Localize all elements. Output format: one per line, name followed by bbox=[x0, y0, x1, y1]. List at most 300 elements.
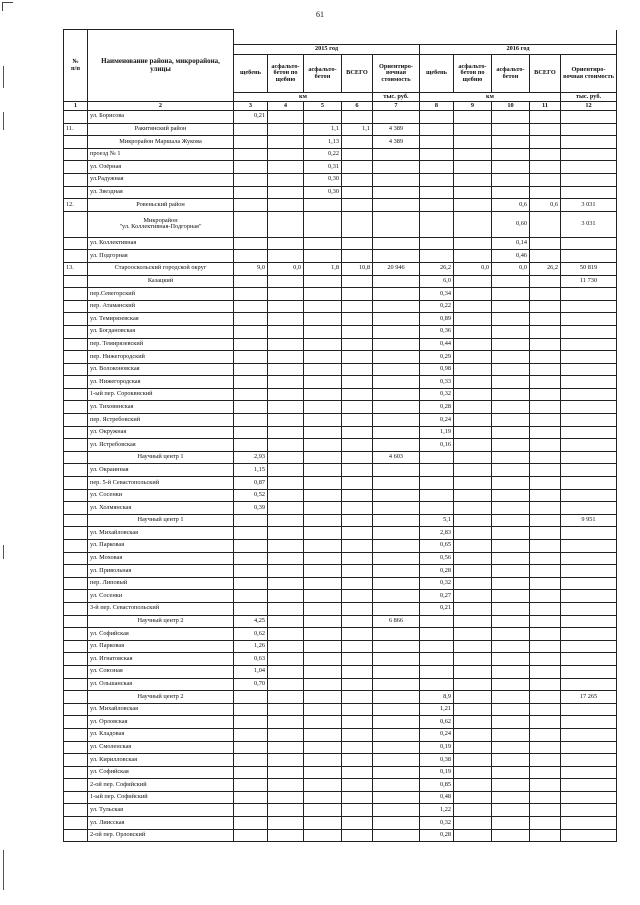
row-value bbox=[530, 741, 561, 754]
row-value bbox=[492, 741, 530, 754]
row-value bbox=[234, 804, 268, 817]
margin-tick bbox=[3, 850, 4, 890]
row-value bbox=[304, 665, 342, 678]
header-name: Наименование района, микрорайона, улицы bbox=[88, 30, 234, 102]
row-name: пер. Липовый bbox=[88, 577, 234, 590]
row-value: 20 946 bbox=[373, 262, 420, 275]
row-value bbox=[561, 325, 617, 338]
row-value bbox=[234, 791, 268, 804]
row-value: 0,30 bbox=[304, 186, 342, 199]
header-sub: асфальто-бетон bbox=[492, 55, 530, 93]
row-value: 17 265 bbox=[561, 691, 617, 704]
row-number bbox=[64, 173, 88, 186]
street-row bbox=[64, 439, 617, 452]
row-value bbox=[234, 388, 268, 401]
header-unit-km: км bbox=[234, 93, 373, 102]
row-value bbox=[342, 754, 373, 767]
row-value: 0,6 bbox=[530, 199, 561, 212]
row-name: Ракитянский район bbox=[88, 123, 234, 136]
row-value bbox=[342, 388, 373, 401]
row-value bbox=[373, 388, 420, 401]
row-value bbox=[373, 514, 420, 527]
row-value bbox=[373, 791, 420, 804]
row-value bbox=[268, 817, 304, 830]
row-value bbox=[420, 464, 454, 477]
row-value bbox=[454, 829, 492, 842]
row-value: 5,1 bbox=[420, 514, 454, 527]
row-value bbox=[304, 439, 342, 452]
row-value bbox=[530, 451, 561, 464]
row-value: 9,0 bbox=[234, 262, 268, 275]
row-value bbox=[561, 540, 617, 553]
row-value: 1,8 bbox=[304, 262, 342, 275]
row-value bbox=[373, 186, 420, 199]
row-value bbox=[342, 211, 373, 237]
row-value: 0,30 bbox=[304, 173, 342, 186]
row-value bbox=[373, 464, 420, 477]
row-value bbox=[454, 338, 492, 351]
row-value bbox=[304, 615, 342, 628]
row-name: Научный центр 1 bbox=[88, 514, 234, 527]
street-row bbox=[64, 250, 617, 263]
col-number: 2 bbox=[88, 102, 234, 111]
row-value bbox=[268, 691, 304, 704]
row-value bbox=[234, 703, 268, 716]
row-value bbox=[492, 477, 530, 490]
row-name: Научный центр 1 bbox=[88, 451, 234, 464]
row-value bbox=[342, 741, 373, 754]
row-value bbox=[373, 691, 420, 704]
header-sub: Ориентиро-вочная стоимость bbox=[561, 55, 617, 93]
col-number: 3 bbox=[234, 102, 268, 111]
row-value bbox=[530, 376, 561, 389]
row-value bbox=[234, 691, 268, 704]
row-value bbox=[268, 161, 304, 174]
street-row bbox=[64, 338, 617, 351]
row-value bbox=[492, 791, 530, 804]
row-name: ул. Богдановская bbox=[88, 325, 234, 338]
row-value bbox=[304, 791, 342, 804]
header-num: № п/п bbox=[64, 30, 88, 102]
row-value bbox=[492, 123, 530, 136]
row-value bbox=[492, 703, 530, 716]
row-value bbox=[561, 111, 617, 124]
row-value bbox=[268, 351, 304, 364]
row-value bbox=[342, 502, 373, 515]
subdistrict-row bbox=[64, 691, 617, 704]
row-number bbox=[64, 211, 88, 237]
header-sub: ВСЕГО bbox=[342, 55, 373, 93]
row-value: 0,28 bbox=[420, 401, 454, 414]
street-row bbox=[64, 464, 617, 477]
header-unit-rub: тыс. руб. bbox=[561, 93, 617, 102]
row-number bbox=[64, 527, 88, 540]
row-value bbox=[342, 804, 373, 817]
row-value bbox=[234, 161, 268, 174]
row-value bbox=[454, 804, 492, 817]
row-value: 0,27 bbox=[420, 590, 454, 603]
row-value bbox=[492, 754, 530, 767]
row-value bbox=[342, 426, 373, 439]
row-value: 0,98 bbox=[420, 363, 454, 376]
row-value bbox=[561, 451, 617, 464]
row-value bbox=[561, 602, 617, 615]
row-value bbox=[234, 288, 268, 301]
row-value bbox=[268, 464, 304, 477]
row-value bbox=[454, 148, 492, 161]
street-row bbox=[64, 678, 617, 691]
row-value bbox=[561, 552, 617, 565]
row-value bbox=[454, 766, 492, 779]
row-value bbox=[304, 527, 342, 540]
row-value bbox=[268, 123, 304, 136]
row-number bbox=[64, 766, 88, 779]
row-value bbox=[268, 237, 304, 250]
row-value bbox=[492, 300, 530, 313]
row-value: 0,21 bbox=[420, 602, 454, 615]
row-value bbox=[342, 527, 373, 540]
row-value bbox=[530, 414, 561, 427]
row-number bbox=[64, 300, 88, 313]
street-row bbox=[64, 489, 617, 502]
row-value bbox=[373, 540, 420, 553]
row-name: проезд № 1 bbox=[88, 148, 234, 161]
row-value: 0,60 bbox=[492, 211, 530, 237]
street-row bbox=[64, 376, 617, 389]
row-value bbox=[268, 211, 304, 237]
district-row bbox=[64, 123, 617, 136]
row-value bbox=[530, 527, 561, 540]
row-number bbox=[64, 250, 88, 263]
col-number: 9 bbox=[454, 102, 492, 111]
row-value bbox=[234, 186, 268, 199]
row-value bbox=[342, 401, 373, 414]
row-value bbox=[420, 477, 454, 490]
row-value bbox=[454, 313, 492, 326]
row-value bbox=[561, 804, 617, 817]
row-value: 0,89 bbox=[420, 313, 454, 326]
street-row bbox=[64, 665, 617, 678]
row-value bbox=[492, 804, 530, 817]
row-value bbox=[530, 766, 561, 779]
row-value bbox=[304, 414, 342, 427]
street-row bbox=[64, 401, 617, 414]
row-value bbox=[304, 628, 342, 641]
row-value bbox=[454, 791, 492, 804]
row-value bbox=[342, 640, 373, 653]
row-number bbox=[64, 338, 88, 351]
row-value bbox=[268, 489, 304, 502]
row-value bbox=[373, 338, 420, 351]
row-value: 0,87 bbox=[234, 477, 268, 490]
row-value bbox=[454, 237, 492, 250]
street-row bbox=[64, 829, 617, 842]
row-value bbox=[373, 590, 420, 603]
row-value bbox=[268, 414, 304, 427]
row-value bbox=[342, 540, 373, 553]
street-row bbox=[64, 186, 617, 199]
row-value bbox=[268, 426, 304, 439]
row-value: 0,48 bbox=[420, 791, 454, 804]
row-value bbox=[530, 161, 561, 174]
row-number bbox=[64, 791, 88, 804]
row-value: 1,1 bbox=[304, 123, 342, 136]
row-value bbox=[492, 602, 530, 615]
row-number bbox=[64, 489, 88, 502]
row-value bbox=[492, 414, 530, 427]
row-value bbox=[304, 678, 342, 691]
row-value bbox=[492, 136, 530, 149]
row-value bbox=[373, 250, 420, 263]
row-value bbox=[530, 338, 561, 351]
row-value bbox=[373, 628, 420, 641]
row-value: 1,15 bbox=[234, 464, 268, 477]
row-name: пер. Нижегородский bbox=[88, 351, 234, 364]
row-value bbox=[342, 451, 373, 464]
row-value bbox=[454, 464, 492, 477]
row-value: 0,39 bbox=[234, 502, 268, 515]
row-value bbox=[342, 414, 373, 427]
row-value bbox=[492, 148, 530, 161]
header-sub: асфальто-бетон по щебню bbox=[268, 55, 304, 93]
row-value bbox=[454, 628, 492, 641]
row-value bbox=[561, 489, 617, 502]
row-value: 0,52 bbox=[234, 489, 268, 502]
row-value bbox=[304, 376, 342, 389]
row-value: 1,21 bbox=[420, 703, 454, 716]
row-value bbox=[304, 388, 342, 401]
row-value: 9 951 bbox=[561, 514, 617, 527]
col-number: 4 bbox=[268, 102, 304, 111]
row-value bbox=[373, 766, 420, 779]
row-value bbox=[530, 464, 561, 477]
row-value bbox=[342, 275, 373, 288]
row-value bbox=[492, 351, 530, 364]
row-value bbox=[342, 464, 373, 477]
row-value bbox=[492, 426, 530, 439]
row-name: ул. Сосенки bbox=[88, 590, 234, 603]
row-value bbox=[342, 186, 373, 199]
row-value bbox=[561, 186, 617, 199]
row-value: 0,56 bbox=[420, 552, 454, 565]
row-value: 1,1 bbox=[342, 123, 373, 136]
row-value bbox=[342, 602, 373, 615]
row-value bbox=[492, 288, 530, 301]
row-value bbox=[268, 703, 304, 716]
row-number bbox=[64, 804, 88, 817]
row-name: пер. Темирязевский bbox=[88, 338, 234, 351]
row-value bbox=[234, 173, 268, 186]
row-value bbox=[304, 829, 342, 842]
row-value bbox=[342, 678, 373, 691]
row-name: ул. Звездная bbox=[88, 186, 234, 199]
row-value bbox=[561, 338, 617, 351]
row-value: 3 031 bbox=[561, 211, 617, 237]
row-value: 0,62 bbox=[420, 716, 454, 729]
row-value bbox=[492, 540, 530, 553]
row-value: 6 866 bbox=[373, 615, 420, 628]
row-value bbox=[234, 199, 268, 212]
row-value bbox=[492, 817, 530, 830]
row-value: 0,29 bbox=[420, 351, 454, 364]
row-value bbox=[454, 477, 492, 490]
row-value bbox=[373, 754, 420, 767]
street-row bbox=[64, 414, 617, 427]
row-value bbox=[373, 376, 420, 389]
row-value bbox=[268, 754, 304, 767]
row-value bbox=[304, 489, 342, 502]
row-value bbox=[454, 817, 492, 830]
row-value: 0,19 bbox=[420, 741, 454, 754]
row-value bbox=[304, 779, 342, 792]
row-value bbox=[234, 590, 268, 603]
row-value bbox=[530, 678, 561, 691]
row-number bbox=[64, 716, 88, 729]
row-number bbox=[64, 691, 88, 704]
subdistrict-row bbox=[64, 275, 617, 288]
row-value bbox=[268, 288, 304, 301]
street-row bbox=[64, 351, 617, 364]
row-value bbox=[561, 464, 617, 477]
row-value bbox=[454, 376, 492, 389]
row-number bbox=[64, 275, 88, 288]
row-value bbox=[234, 426, 268, 439]
row-value bbox=[454, 161, 492, 174]
row-value bbox=[454, 602, 492, 615]
row-value bbox=[268, 741, 304, 754]
row-value bbox=[530, 804, 561, 817]
row-value bbox=[492, 691, 530, 704]
row-number bbox=[64, 703, 88, 716]
row-number bbox=[64, 590, 88, 603]
row-value bbox=[454, 728, 492, 741]
street-row bbox=[64, 741, 617, 754]
row-value bbox=[268, 136, 304, 149]
row-value bbox=[268, 628, 304, 641]
row-value bbox=[234, 540, 268, 553]
street-row bbox=[64, 363, 617, 376]
row-value bbox=[342, 489, 373, 502]
row-value bbox=[454, 678, 492, 691]
row-name: ул. Союзная bbox=[88, 665, 234, 678]
row-value bbox=[454, 640, 492, 653]
row-value bbox=[561, 161, 617, 174]
row-value bbox=[268, 653, 304, 666]
row-value: 0,6 bbox=[492, 199, 530, 212]
row-name: Научный центр 2 bbox=[88, 691, 234, 704]
row-name: ул. Софийская bbox=[88, 628, 234, 641]
row-value bbox=[373, 237, 420, 250]
row-value bbox=[530, 211, 561, 237]
street-row bbox=[64, 716, 617, 729]
row-value bbox=[304, 602, 342, 615]
row-name: ул. Парковая bbox=[88, 640, 234, 653]
row-value bbox=[492, 728, 530, 741]
row-value bbox=[268, 376, 304, 389]
row-value bbox=[561, 665, 617, 678]
row-value bbox=[373, 741, 420, 754]
row-value bbox=[268, 439, 304, 452]
row-value bbox=[304, 514, 342, 527]
col-number: 11 bbox=[530, 102, 561, 111]
row-value bbox=[234, 527, 268, 540]
row-value bbox=[304, 211, 342, 237]
row-value bbox=[561, 728, 617, 741]
street-row bbox=[64, 590, 617, 603]
row-value bbox=[268, 716, 304, 729]
row-value bbox=[234, 565, 268, 578]
row-value bbox=[268, 313, 304, 326]
col-number: 5 bbox=[304, 102, 342, 111]
header-sub: щебень bbox=[234, 55, 268, 93]
row-value bbox=[492, 653, 530, 666]
row-value bbox=[561, 250, 617, 263]
header-gap-row bbox=[64, 30, 617, 45]
row-number bbox=[64, 577, 88, 590]
row-value bbox=[268, 640, 304, 653]
row-value bbox=[373, 288, 420, 301]
row-value bbox=[420, 161, 454, 174]
row-value bbox=[454, 741, 492, 754]
row-value bbox=[561, 148, 617, 161]
row-value bbox=[492, 186, 530, 199]
row-value bbox=[530, 111, 561, 124]
row-value bbox=[234, 754, 268, 767]
header-sub: ВСЕГО bbox=[530, 55, 561, 93]
row-number bbox=[64, 602, 88, 615]
row-value bbox=[492, 275, 530, 288]
street-row bbox=[64, 565, 617, 578]
row-value bbox=[492, 527, 530, 540]
row-value: 1,26 bbox=[234, 640, 268, 653]
row-value bbox=[561, 817, 617, 830]
street-row bbox=[64, 779, 617, 792]
row-number bbox=[64, 514, 88, 527]
row-name: ул. Кирилловская bbox=[88, 754, 234, 767]
row-value bbox=[304, 351, 342, 364]
row-value bbox=[304, 275, 342, 288]
row-value bbox=[530, 665, 561, 678]
row-value bbox=[561, 653, 617, 666]
row-number bbox=[64, 313, 88, 326]
row-value bbox=[561, 502, 617, 515]
row-value bbox=[492, 325, 530, 338]
row-value: 0,0 bbox=[268, 262, 304, 275]
row-value bbox=[268, 250, 304, 263]
header-sub: Ориентиро-вочная стоимость bbox=[373, 55, 420, 93]
row-value bbox=[268, 615, 304, 628]
row-value bbox=[304, 401, 342, 414]
row-value: 0,62 bbox=[234, 628, 268, 641]
street-row bbox=[64, 111, 617, 124]
row-value bbox=[268, 477, 304, 490]
row-value bbox=[268, 275, 304, 288]
row-value: 0,32 bbox=[420, 817, 454, 830]
header-year-2015: 2015 год bbox=[234, 45, 420, 55]
row-value bbox=[561, 766, 617, 779]
row-value bbox=[530, 123, 561, 136]
row-value bbox=[342, 477, 373, 490]
row-value bbox=[454, 514, 492, 527]
row-number bbox=[64, 325, 88, 338]
street-row bbox=[64, 161, 617, 174]
row-value bbox=[454, 351, 492, 364]
row-number bbox=[64, 540, 88, 553]
row-value bbox=[304, 250, 342, 263]
district-row bbox=[64, 199, 617, 212]
col-number: 12 bbox=[561, 102, 617, 111]
row-value bbox=[268, 527, 304, 540]
